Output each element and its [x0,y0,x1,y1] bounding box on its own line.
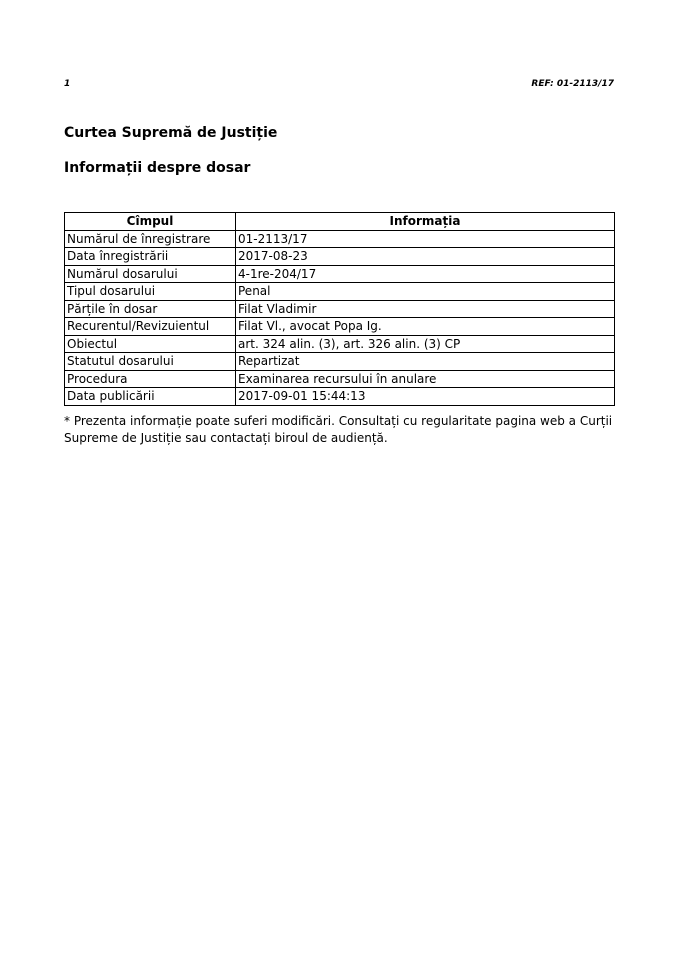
table-row [65,265,615,283]
field-value: Examinarea recursului în anulare [236,370,615,388]
page-number: 1 [64,79,71,89]
field-label: Data înregistrării [65,248,236,266]
field-value: Penal [236,283,615,301]
table-header-row [65,213,615,231]
field-value: Repartizat [236,353,615,371]
field-label: Recurentul/Revizuientul [65,318,236,336]
reference-number: REF: 01-2113/17 [531,79,614,89]
table-row [65,353,615,371]
field-label: Data publicării [65,388,236,406]
column-header-info: Informația [236,213,615,231]
field-label: Procedura [65,370,236,388]
field-label: Statutul dosarului [65,353,236,371]
table-row [65,248,615,266]
field-label: Numărul de înregistrare [65,230,236,248]
table-row [65,335,615,353]
field-value: 2017-09-01 15:44:13 [236,388,615,406]
disclaimer-footnote: * Prezenta informație poate suferi modificări. Consultați cu regularitate pagina web a Curții Supreme de Justiție sau contactați biroul de audiență. [64,414,613,445]
field-label: Părțile în dosar [65,300,236,318]
case-info-table [64,212,615,406]
field-label: Numărul dosarului [65,265,236,283]
table-row [65,283,615,301]
field-label: Tipul dosarului [65,283,236,301]
field-value: 2017-08-23 [236,248,615,266]
table-row [65,388,615,406]
field-value: Filat Vladimir [236,300,615,318]
court-title: Curtea Supremă de Justiție [64,125,278,141]
section-title: Informații despre dosar [64,160,251,176]
field-value: art. 324 alin. (3), art. 326 alin. (3) CP [236,335,615,353]
table-row [65,370,615,388]
field-value: 01-2113/17 [236,230,615,248]
table-row [65,300,615,318]
field-value: Filat Vl., avocat Popa Ig. [236,318,615,336]
table-row [65,318,615,336]
field-label: Obiectul [65,335,236,353]
table-row [65,230,615,248]
column-header-field: Cîmpul [65,213,236,231]
field-value: 4-1re-204/17 [236,265,615,283]
